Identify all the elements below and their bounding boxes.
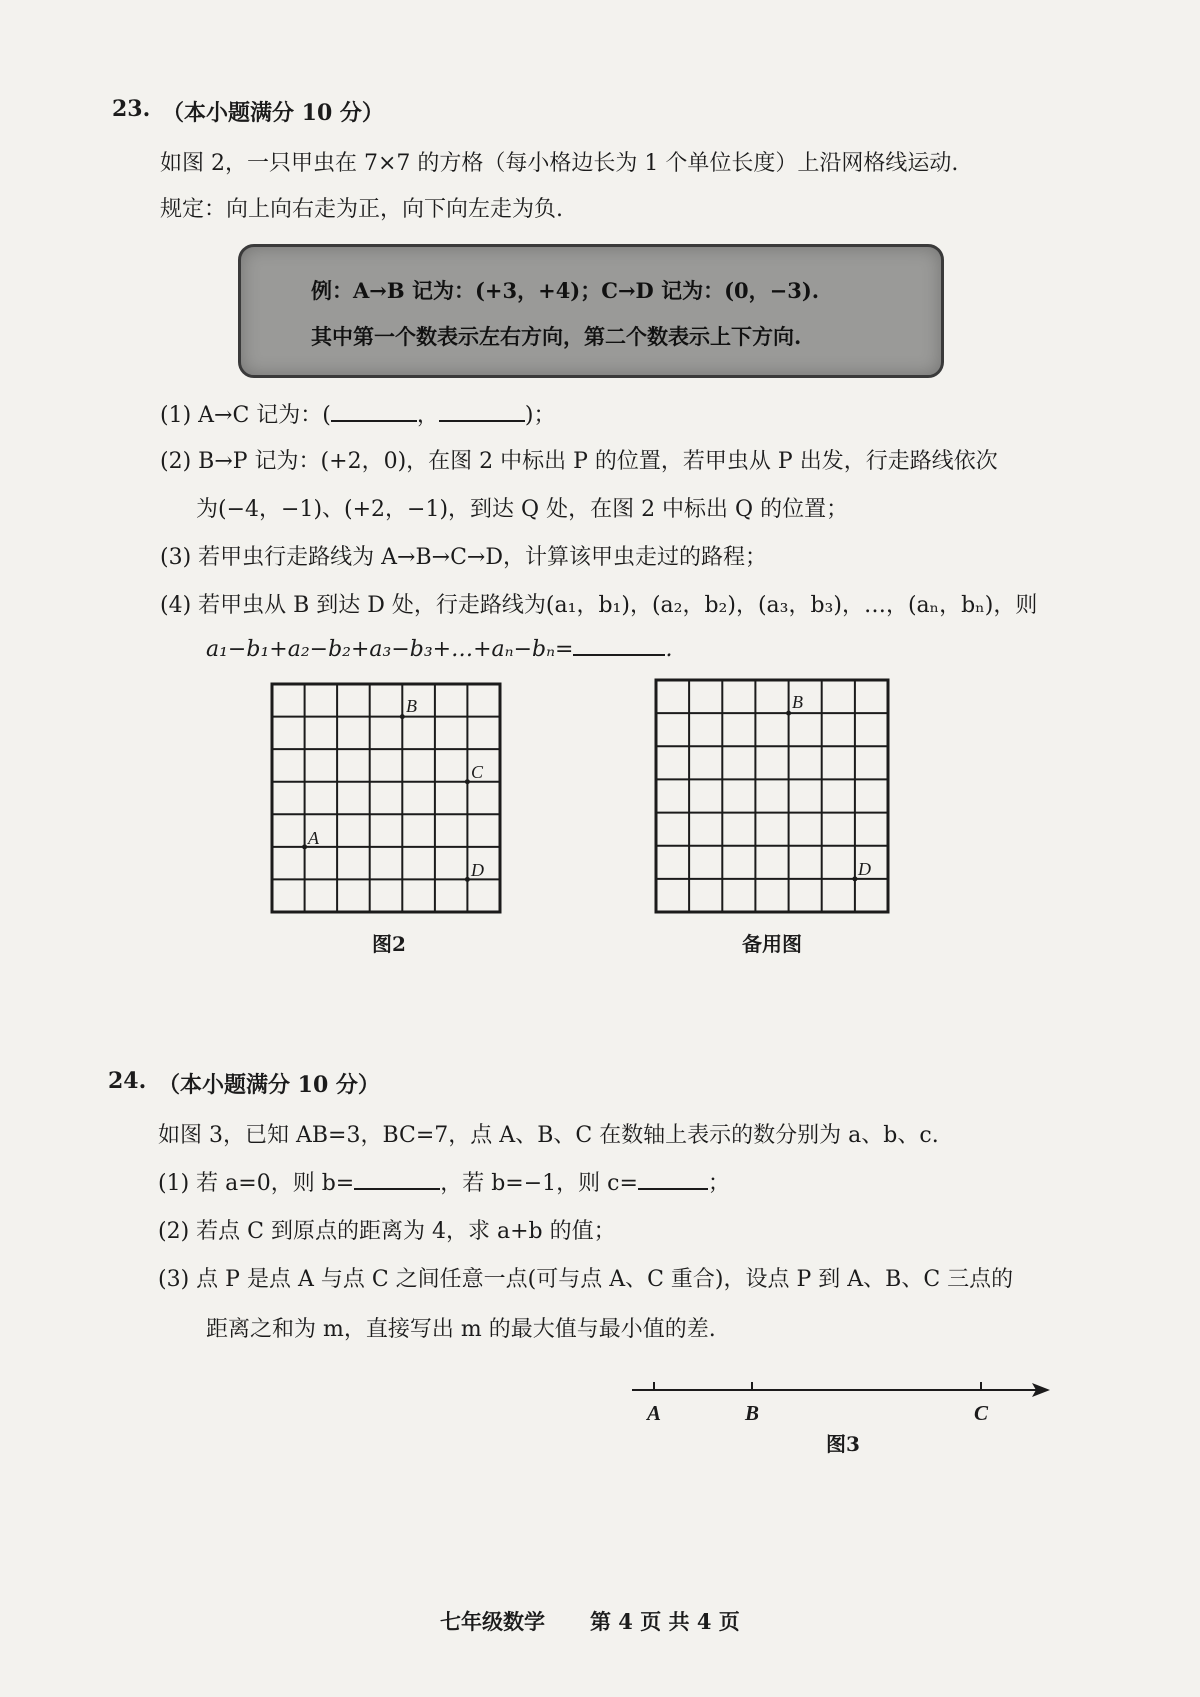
backup-grid [654, 678, 898, 916]
backup-point-D-label: D [858, 859, 871, 879]
q23-intro-1: 如图 2，一只甲虫在 7×7 的方格（每小格边长为 1 个单位长度）上沿网格线运动. [160, 151, 959, 176]
example-line-1: 例：A→B 记为：(+3，+4)；C→D 记为：(0，−3). [311, 278, 820, 303]
q24-part-1 [158, 1166, 730, 1197]
q23-header: （本小题满分 10 分） [162, 100, 384, 126]
q23-part-1-comma: ， [416, 403, 439, 428]
point-A-label: A [308, 828, 319, 848]
point-D-label: D [471, 860, 484, 880]
axis-label-B: B [744, 1401, 760, 1425]
q23-part-2-line-1: (2) B→P 记为：(+2，0)，在图 2 中标出 P 的位置，若甲虫从 P 出发，行走路线依次 [160, 449, 998, 474]
q23-part-1-suffix: )； [524, 403, 556, 428]
q23-part-1 [160, 398, 556, 429]
q23-intro-2: 规定：向上向右走为正，向下向左走为负. [160, 197, 563, 222]
q24-number: 24. [108, 1068, 147, 1094]
q24-part-2: (2) 若点 C 到原点的距离为 4，求 a+b 的值； [158, 1219, 616, 1244]
q23-part-2-line-2: 为(−4，−1)、(+2，−1)，到达 Q 处，在图 2 中标出 Q 的位置； [196, 497, 849, 522]
answer-blank-1[interactable] [331, 402, 417, 422]
q24-part-3-line-2: 距离之和为 m，直接写出 m 的最大值与最小值的差. [206, 1317, 716, 1342]
figure-2-caption: 图2 [372, 932, 406, 956]
point-C-label: C [471, 762, 484, 782]
backup-point-B-label: B [792, 692, 803, 712]
q24-intro: 如图 3，已知 AB=3，BC=7，点 A、B、C 在数轴上表示的数分别为 a、b、c. [158, 1123, 939, 1148]
q23-part-1-prefix: (1) A→C 记为：( [160, 403, 331, 428]
footer-page: 第 4 页 共 4 页 [590, 1609, 740, 1634]
point-D-dot [465, 877, 470, 882]
q23-part-4-expr: a₁−b₁+a₂−b₂+a₃−b₃+…+aₙ−bₙ= [206, 637, 574, 662]
backup-figure-caption: 备用图 [742, 932, 802, 956]
q24-part-1-a: (1) 若 a=0，则 b= [158, 1171, 355, 1196]
answer-blank-5[interactable] [638, 1170, 708, 1190]
figure-3-caption: 图3 [826, 1432, 860, 1456]
point-B-dot [400, 714, 405, 719]
axis-label-A: A [646, 1401, 662, 1425]
answer-blank-2[interactable] [439, 402, 525, 422]
point-C-dot [465, 779, 470, 784]
axis-label-C: C [973, 1401, 989, 1425]
footer-subject: 七年级数学 [440, 1609, 545, 1634]
q23-number: 23. [112, 96, 151, 122]
answer-blank-4[interactable] [354, 1170, 440, 1190]
q24-header: （本小题满分 10 分） [158, 1072, 380, 1098]
example-line-2: 其中第一个数表示左右方向，第二个数表示上下方向. [311, 324, 802, 349]
q24-part-1-b: ，若 b=−1，则 c= [440, 1171, 638, 1196]
example-box [238, 244, 944, 378]
q23-part-4-line-1: (4) 若甲虫从 B 到达 D 处，行走路线为(a₁，b₁)，(a₂，b₂)，(a₃，b₃)，…，(aₙ，bₙ)，则 [160, 593, 1038, 618]
answer-blank-3[interactable] [573, 636, 665, 656]
backup-point-B-dot [786, 711, 791, 716]
q23-part-4-line-2 [206, 636, 672, 662]
q24-part-1-c: ； [707, 1171, 730, 1196]
q23-part-3: (3) 若甲虫行走路线为 A→B→C→D，计算该甲虫走过的路程； [160, 545, 767, 570]
figure-2-grid [270, 682, 510, 916]
q23-part-4-end: . [665, 637, 673, 662]
point-A-dot [302, 844, 307, 849]
backup-point-D-dot [852, 876, 857, 881]
q24-part-3-line-1: (3) 点 P 是点 A 与点 C 之间任意一点(可与点 A、C 重合)，设点 P 到 A、B、C 三点的 [158, 1267, 1014, 1292]
point-B-label: B [406, 696, 417, 716]
